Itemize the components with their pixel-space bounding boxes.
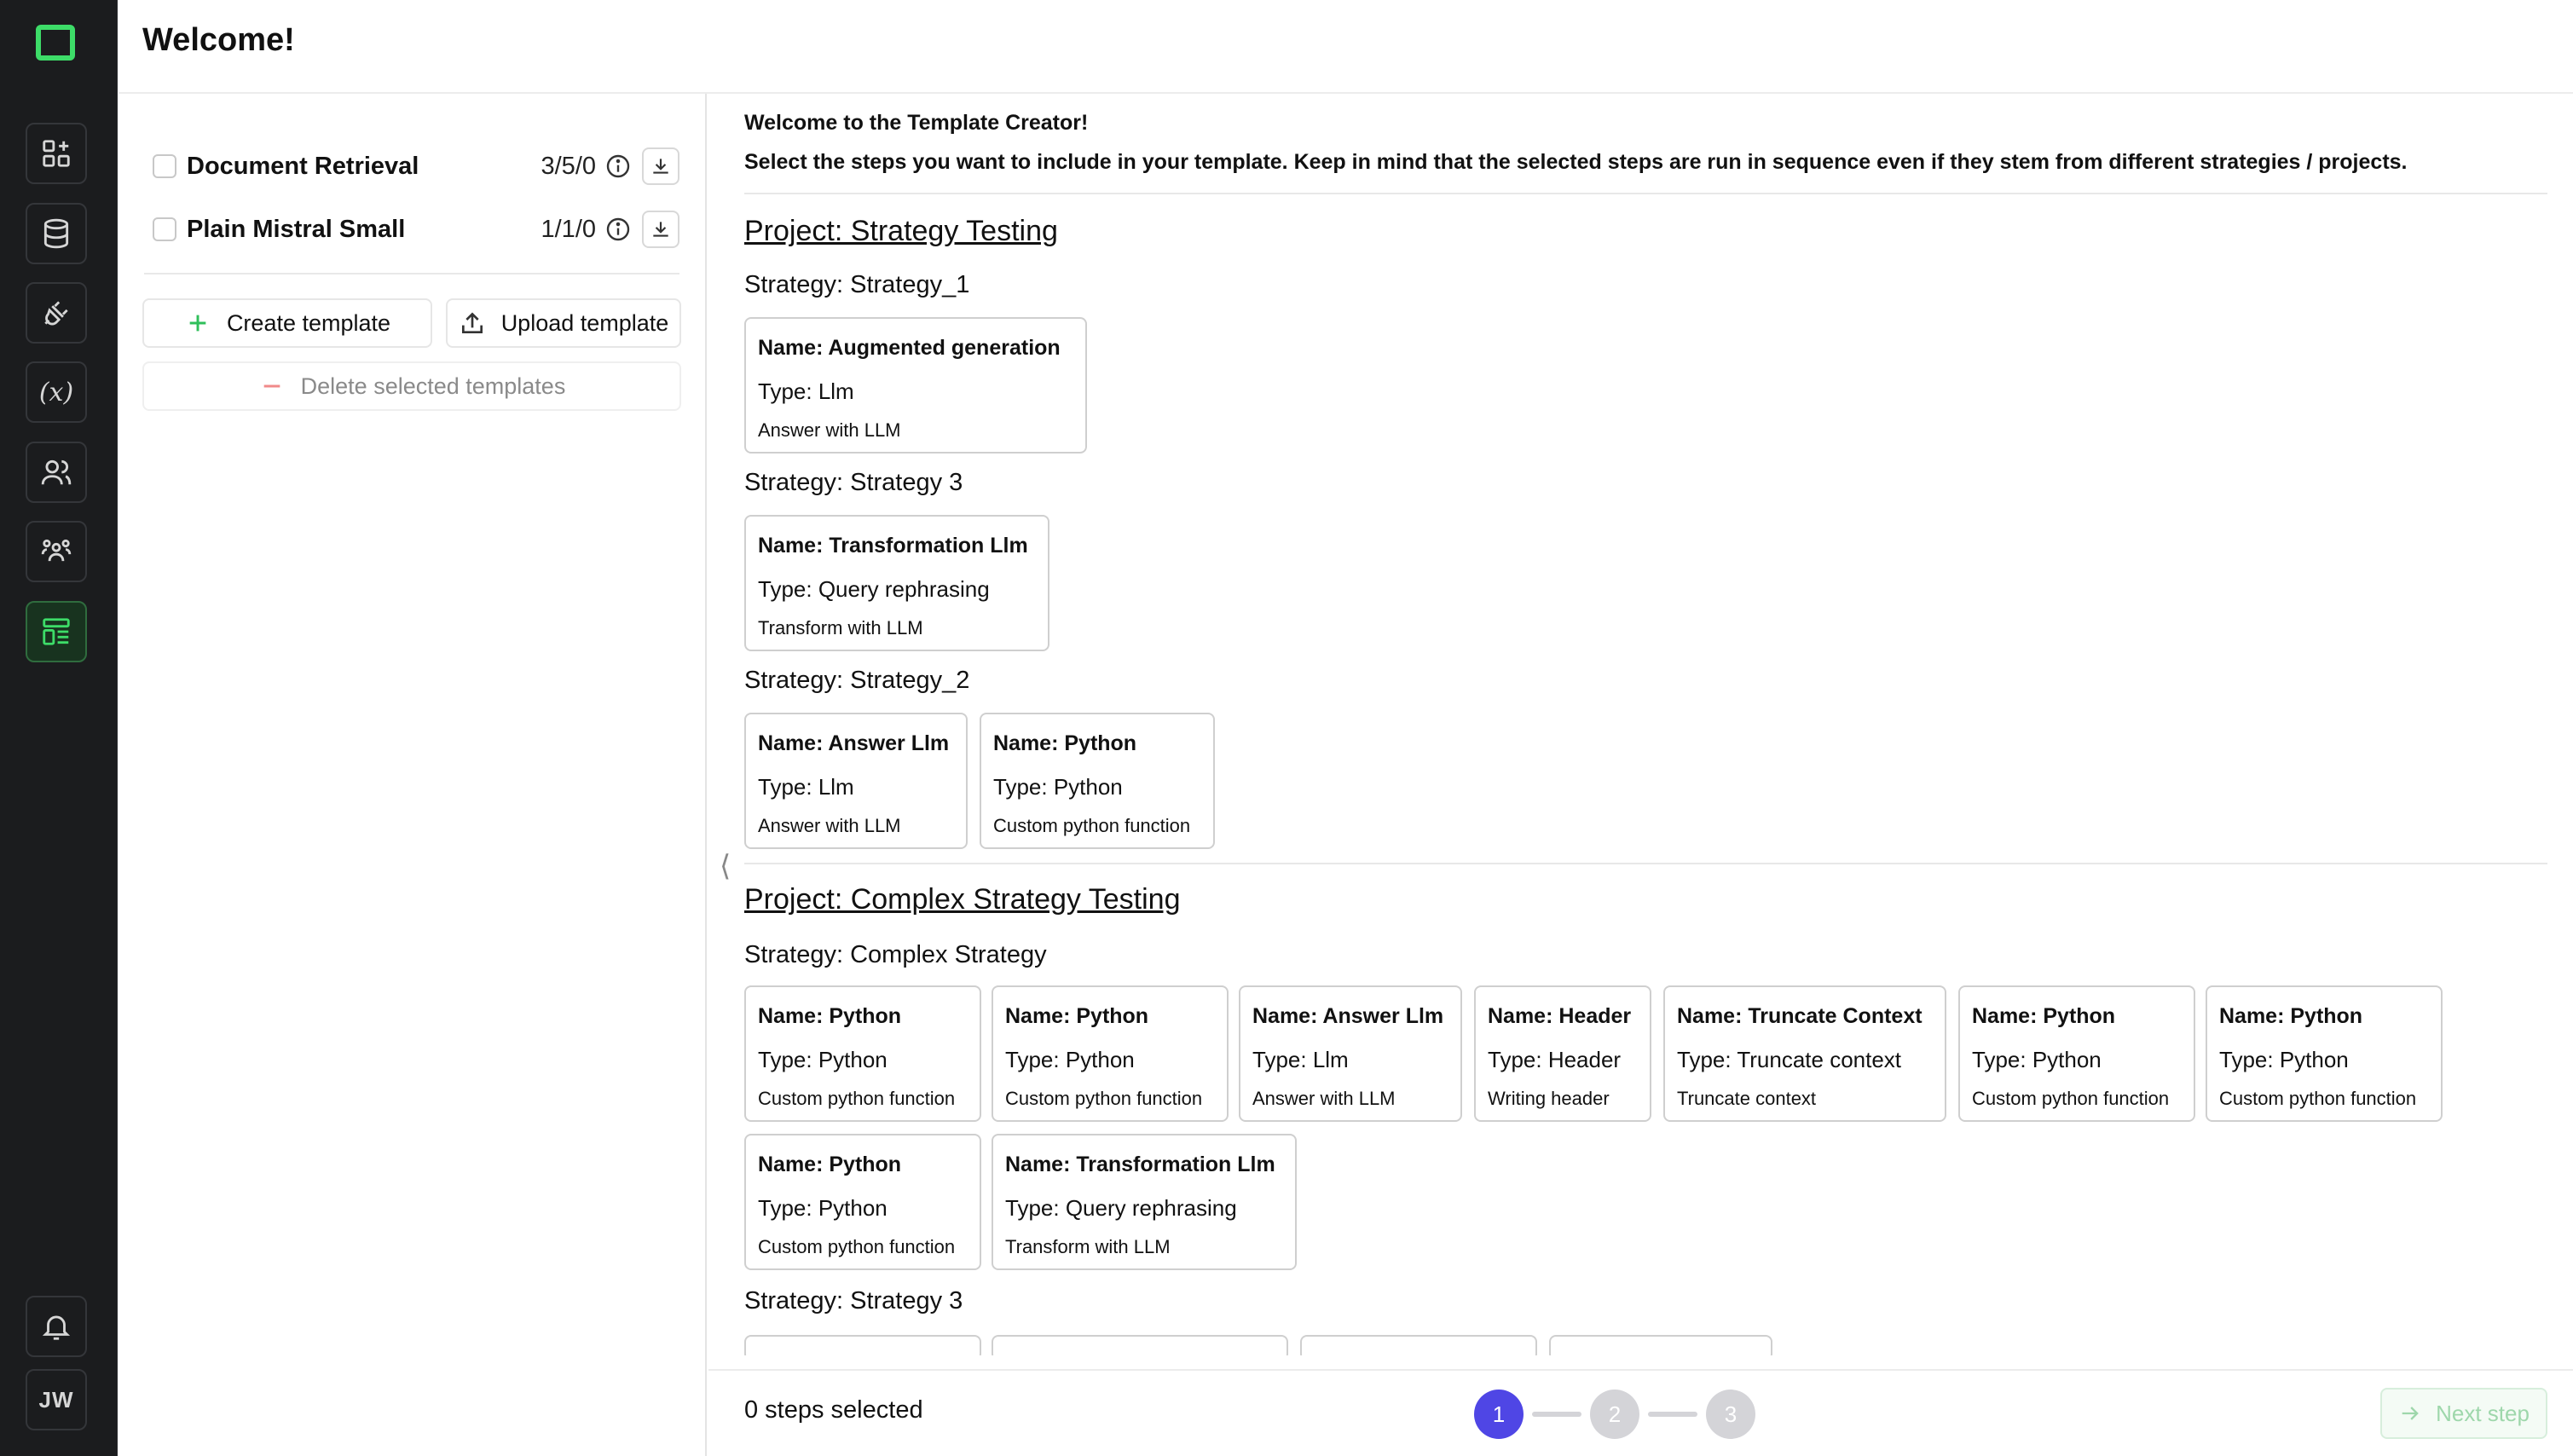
- template-icon: [40, 615, 72, 648]
- step-card[interactable]: [744, 1134, 981, 1270]
- step-description: Custom python function: [758, 1236, 956, 1257]
- step-name: Name: Python: [1972, 1004, 2116, 1028]
- template-checkbox[interactable]: [153, 154, 176, 178]
- step-description: Transform with LLM: [758, 617, 923, 638]
- template-count: 1/1/0: [541, 215, 596, 243]
- bell-icon: [40, 1310, 72, 1343]
- page-title: Welcome!: [142, 22, 295, 58]
- step-name: Name: Python: [2219, 1004, 2363, 1028]
- intro-title: Welcome to the Template Creator!: [744, 111, 1089, 135]
- intro-text: Select the steps you want to include in your template. Keep in mind that the selected steps are run in sequence even if they stem from different strategies / projects.: [744, 150, 2408, 174]
- upload-icon: [459, 309, 486, 337]
- step-name: Name: Answer Llm: [1252, 1004, 1444, 1028]
- step-description: Custom python function: [2219, 1088, 2417, 1109]
- step-name: Name: Python: [758, 1153, 902, 1176]
- step-card[interactable]: [992, 1134, 1297, 1270]
- step-card[interactable]: [744, 985, 981, 1122]
- nav-users[interactable]: [26, 442, 87, 503]
- step-type: Type: Llm: [758, 774, 854, 800]
- download-icon: [650, 218, 672, 240]
- step-name: Name: Truncate Context: [1677, 1004, 1923, 1028]
- step-type: Type: Query rephrasing: [758, 576, 990, 602]
- stepper-connector: [1648, 1412, 1697, 1417]
- sidebar: [0, 0, 118, 1456]
- nav-templates[interactable]: [26, 601, 87, 662]
- nav-notifications[interactable]: [26, 1296, 87, 1357]
- step-description: Custom python function: [993, 815, 1191, 836]
- next-step-label: Next step: [2436, 1400, 2530, 1426]
- create-template-button[interactable]: [142, 298, 432, 348]
- divider: [744, 863, 2547, 864]
- strategy-title: Strategy: Strategy 3: [744, 469, 963, 496]
- download-icon: [650, 155, 672, 177]
- step-card[interactable]: [992, 1335, 1288, 1355]
- step-type: Type: Python: [758, 1195, 888, 1221]
- minus-icon: [258, 373, 286, 400]
- step-type: Type: Python: [1972, 1047, 2102, 1072]
- step-type: Type: Llm: [1252, 1047, 1349, 1072]
- step-type: Type: Python: [993, 774, 1123, 800]
- step-card[interactable]: [744, 713, 968, 849]
- database-icon: [40, 217, 72, 250]
- step-description: Custom python function: [1005, 1088, 1203, 1109]
- step-name: Name: Python: [758, 1004, 902, 1028]
- step-description: Truncate context: [1677, 1088, 1817, 1109]
- team-icon: [40, 535, 72, 568]
- divider: [744, 193, 2547, 194]
- step-description: Writing header: [1488, 1088, 1610, 1109]
- step-card[interactable]: [1474, 985, 1651, 1122]
- users-icon: [40, 456, 72, 488]
- step-card[interactable]: [980, 713, 1215, 849]
- stepper-connector: [1532, 1412, 1581, 1417]
- step-name: Name: Augmented generation: [758, 336, 1061, 360]
- step-type: Type: Python: [758, 1047, 888, 1072]
- template-list-panel: [119, 94, 731, 1456]
- step-card[interactable]: [1300, 1335, 1537, 1355]
- create-template-label: Create template: [226, 309, 391, 336]
- strategy-title: Strategy: Strategy_1: [744, 271, 970, 298]
- template-creator-main: [708, 94, 2573, 1355]
- strategy-title: Strategy: Strategy 3: [744, 1287, 963, 1314]
- project-title: Project: Complex Strategy Testing: [744, 883, 1181, 916]
- step-description: Custom python function: [1972, 1088, 2170, 1109]
- info-icon[interactable]: [604, 153, 632, 180]
- template-name: Document Retrieval: [187, 152, 419, 180]
- step-description: Answer with LLM: [758, 815, 901, 836]
- nav-database[interactable]: [26, 203, 87, 264]
- plus-icon: [184, 309, 211, 337]
- step-card[interactable]: [2206, 985, 2443, 1122]
- template-checkbox[interactable]: [153, 217, 176, 241]
- footer-bar: [708, 1369, 2573, 1456]
- next-step-button[interactable]: [2380, 1388, 2547, 1439]
- page-header: [119, 0, 2573, 94]
- step-type: Type: Truncate context: [1677, 1047, 1902, 1072]
- step-description: Answer with LLM: [758, 419, 901, 441]
- step-name: Name: Transformation Llm: [758, 534, 1028, 558]
- step-name: Name: Python: [1005, 1004, 1149, 1028]
- nav-dashboard[interactable]: [26, 123, 87, 184]
- step-name: Name: Header: [1488, 1004, 1632, 1028]
- strategy-title: Strategy: Strategy_2: [744, 667, 970, 694]
- step-type: Type: Llm: [758, 378, 854, 404]
- info-icon[interactable]: [604, 216, 632, 243]
- template-row[interactable]: [153, 141, 679, 192]
- step-indicator-3[interactable]: 3: [1706, 1390, 1755, 1439]
- template-row[interactable]: [153, 204, 679, 255]
- step-description: Answer with LLM: [1252, 1088, 1396, 1109]
- step-indicator-1[interactable]: 1: [1474, 1390, 1524, 1439]
- variable-icon: (x): [38, 377, 74, 407]
- step-card[interactable]: [744, 317, 1087, 454]
- step-name: Name: Python: [993, 731, 1137, 755]
- step-card[interactable]: [744, 515, 1049, 651]
- steps-selected-count: 0 steps selected: [744, 1396, 923, 1424]
- step-description: Custom python function: [758, 1088, 956, 1109]
- download-template-button[interactable]: [642, 147, 679, 185]
- stepper: [1474, 1390, 1755, 1439]
- upload-template-label: Upload template: [500, 309, 669, 336]
- nav-variables[interactable]: [26, 361, 87, 423]
- template-count: 3/5/0: [541, 152, 596, 180]
- step-type: Type: Python: [2219, 1047, 2349, 1072]
- step-card[interactable]: [744, 1335, 981, 1355]
- collapse-panel-icon[interactable]: ⟨: [720, 850, 731, 882]
- step-card[interactable]: [1549, 1335, 1772, 1355]
- step-card[interactable]: [1958, 985, 2195, 1122]
- plug-icon: [40, 297, 72, 329]
- step-type: Type: Header: [1488, 1047, 1622, 1072]
- step-type: Type: Query rephrasing: [1005, 1195, 1237, 1221]
- apps-add-icon: [40, 137, 72, 170]
- strategy-title: Strategy: Complex Strategy: [744, 941, 1047, 968]
- step-card[interactable]: [992, 985, 1229, 1122]
- step-indicator-2[interactable]: 2: [1590, 1390, 1639, 1439]
- divider: [144, 273, 679, 274]
- step-description: Transform with LLM: [1005, 1236, 1171, 1257]
- nav-plugins[interactable]: [26, 282, 87, 344]
- user-avatar[interactable]: JW: [26, 1369, 87, 1430]
- upload-template-button[interactable]: [446, 298, 681, 348]
- delete-templates-label: Delete selected templates: [300, 373, 566, 399]
- app-logo-icon[interactable]: [34, 24, 77, 61]
- template-name: Plain Mistral Small: [187, 215, 406, 243]
- step-type: Type: Python: [1005, 1047, 1135, 1072]
- arrow-right-icon: [2398, 1401, 2422, 1425]
- nav-teams[interactable]: [26, 521, 87, 582]
- step-name: Name: Transformation Llm: [1005, 1153, 1275, 1176]
- step-card[interactable]: [1663, 985, 1946, 1122]
- step-name: Name: Answer Llm: [758, 731, 950, 755]
- step-card[interactable]: [1239, 985, 1462, 1122]
- download-template-button[interactable]: [642, 211, 679, 248]
- project-title: Project: Strategy Testing: [744, 215, 1058, 247]
- delete-templates-button[interactable]: [142, 361, 681, 411]
